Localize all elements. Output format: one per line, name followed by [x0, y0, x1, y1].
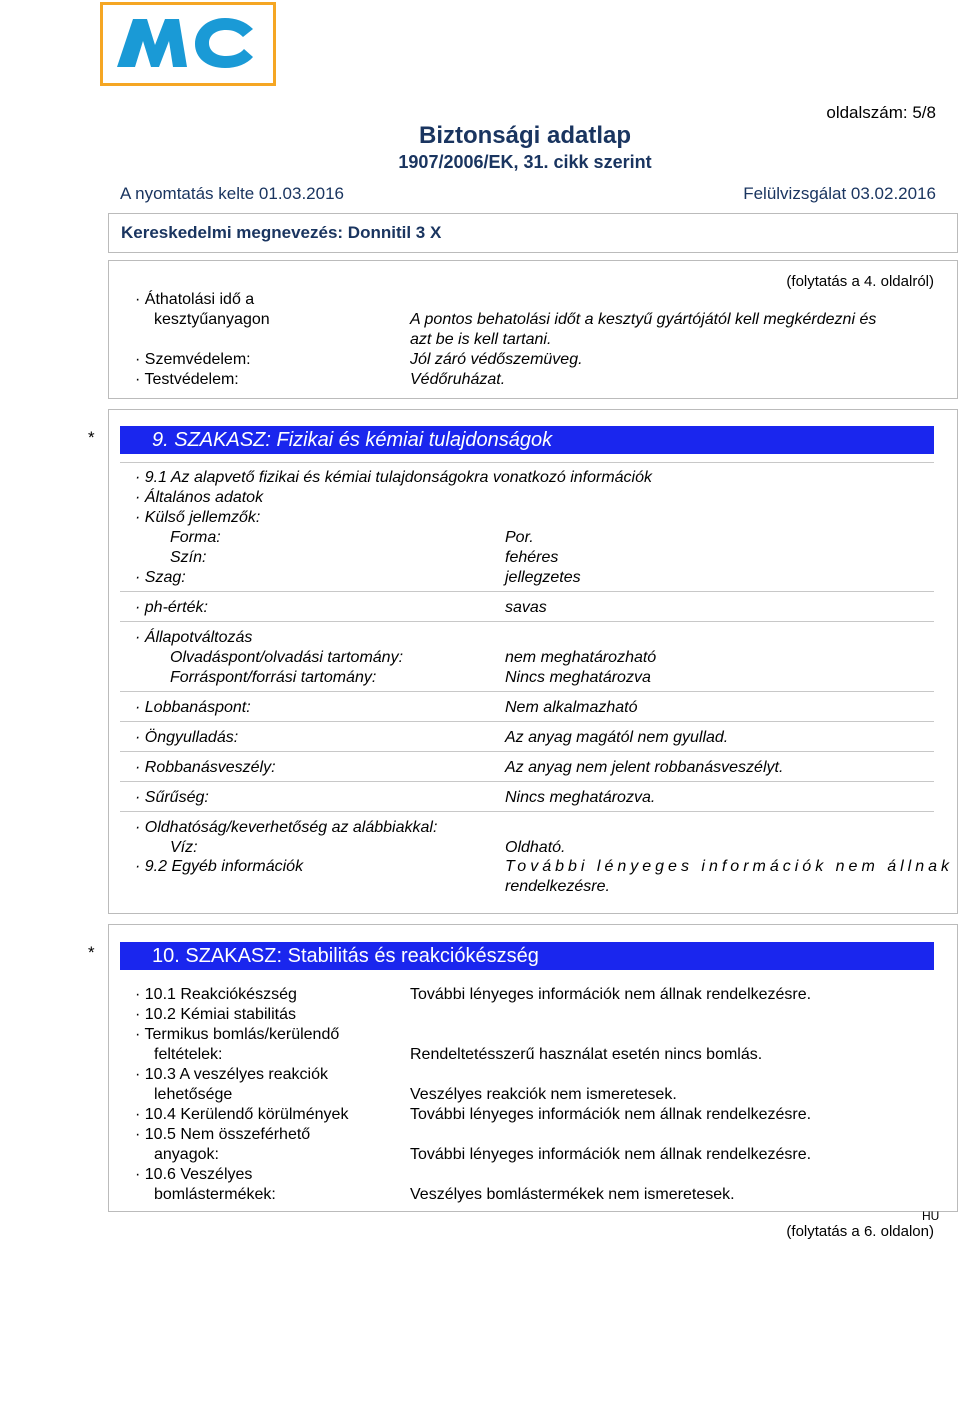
- incompatible-materials-value: További lényeges információk nem állnak rendelkezésre.: [410, 1146, 812, 1163]
- mc-logo-graphic: [103, 5, 273, 83]
- language-code: HU: [922, 1209, 940, 1223]
- general-info: · Általános adatok: [135, 489, 264, 506]
- autoignition-label: · Öngyulladás:: [135, 729, 239, 746]
- document-title: Biztonsági adatlap: [418, 122, 632, 149]
- appearance-heading: · Külső jellemzők:: [135, 509, 261, 526]
- divider: [120, 462, 934, 463]
- boiling-value: Nincs meghatározva: [505, 669, 651, 686]
- section-10-heading: [120, 942, 934, 970]
- body-protection-value: Védőruházat.: [410, 371, 506, 388]
- flash-point-label: · Lobbanáspont:: [135, 699, 251, 716]
- melting-label: Olvadáspont/olvadási tartomány:: [170, 649, 404, 666]
- density-value: Nincs meghatározva.: [505, 789, 656, 806]
- eye-protection-label: · Szemvédelem:: [135, 351, 251, 368]
- revision-date: Felülvizsgálat 03.02.2016: [743, 184, 936, 203]
- other-info-value: További lényeges információk nem állnak: [505, 858, 954, 875]
- regulation-reference: 1907/2006/EK, 31. cikk szerint: [398, 152, 652, 172]
- decomposition-products-label-2: bomlástermékek:: [154, 1186, 276, 1203]
- hazardous-reactions-label: · 10.3 A veszélyes reakciók: [135, 1066, 328, 1083]
- incompatible-materials-label: · 10.5 Nem összeférhető: [135, 1126, 311, 1143]
- breakthrough-value-2: azt be is kell tartani.: [410, 331, 552, 348]
- thermal-decomposition-label-2: feltételek:: [154, 1046, 223, 1063]
- state-change-heading: · Állapotváltozás: [135, 629, 253, 646]
- other-info-label: · 9.2 Egyéb információk: [135, 858, 304, 875]
- boiling-label: Forráspont/forrási tartomány:: [170, 669, 377, 686]
- chemical-stability-label: · 10.2 Kémiai stabilitás: [135, 1006, 296, 1023]
- ph-value: savas: [505, 599, 547, 616]
- breakthrough-label: · Áthatolási idő a: [135, 291, 255, 308]
- divider: [120, 721, 934, 722]
- company-logo: [100, 2, 276, 86]
- flash-point-value: Nem alkalmazható: [505, 699, 638, 716]
- form-label: Forma:: [170, 529, 221, 546]
- explosion-value: Az anyag nem jelent robbanásveszélyt.: [505, 759, 784, 776]
- eye-protection-value: Jól záró védőszemüveg.: [410, 351, 583, 368]
- divider: [120, 591, 934, 592]
- solubility-heading: · Oldhatóság/keverhetőség az alábbiakkal:: [135, 819, 438, 836]
- breakthrough-label-2: kesztyűanyagon: [154, 311, 270, 328]
- reactivity-value: További lényeges információk nem állnak rendelkezésre.: [410, 986, 812, 1003]
- melting-value: nem meghatározható: [505, 649, 657, 666]
- thermal-decomposition-value: Rendeltetésszerű használat esetén nincs bomlás.: [410, 1046, 763, 1063]
- hazardous-reactions-value: Veszélyes reakciók nem ismeretesek.: [410, 1086, 677, 1103]
- conditions-to-avoid-label: · 10.4 Kerülendő körülmények: [135, 1106, 349, 1123]
- section-9-title: 9. SZAKASZ: Fizikai és kémiai tulajdonságok: [152, 429, 553, 451]
- water-label: Víz:: [170, 839, 198, 856]
- trade-name-text: Kereskedelmi megnevezés: Donnitil 3 X: [121, 223, 442, 242]
- divider: [120, 621, 934, 622]
- trade-name: [108, 213, 958, 253]
- other-info-value-2: rendelkezésre.: [505, 878, 610, 895]
- divider: [120, 781, 934, 782]
- odour-label: · Szag:: [135, 569, 186, 586]
- basic-info-heading: · 9.1 Az alapvető fizikai és kémiai tulajdonságokra vonatkozó információk: [135, 469, 652, 486]
- thermal-decomposition-label: · Termikus bomlás/kerülendő: [135, 1026, 340, 1043]
- section-10-title: 10. SZAKASZ: Stabilitás és reakciókészség: [152, 945, 539, 967]
- explosion-label: · Robbanásveszély:: [135, 759, 276, 776]
- decomposition-products-label: · 10.6 Veszélyes: [135, 1166, 253, 1183]
- change-marker: *: [88, 943, 95, 962]
- section-9-heading: [120, 426, 934, 454]
- reactivity-label: · 10.1 Reakciókészség: [135, 986, 297, 1003]
- density-label: · Sűrűség:: [135, 789, 209, 806]
- colour-label: Szín:: [170, 549, 207, 566]
- continued-from: (folytatás a 4. oldalról): [786, 273, 934, 290]
- odour-value: jellegzetes: [505, 569, 581, 586]
- autoignition-value: Az anyag magától nem gyullad.: [505, 729, 729, 746]
- form-value: Por.: [505, 529, 534, 546]
- hazardous-reactions-label-2: lehetősége: [154, 1086, 233, 1103]
- body-protection-label: · Testvédelem:: [135, 371, 239, 388]
- page-number: oldalszám: 5/8: [826, 103, 936, 122]
- decomposition-products-value: Veszélyes bomlástermékek nem ismeretesek.: [410, 1186, 735, 1203]
- water-value: Oldható.: [505, 839, 566, 856]
- print-date: A nyomtatás kelte 01.03.2016: [120, 184, 344, 203]
- change-marker: *: [88, 428, 95, 447]
- divider: [120, 751, 934, 752]
- incompatible-materials-label-2: anyagok:: [154, 1146, 219, 1163]
- divider: [120, 691, 934, 692]
- breakthrough-value: A pontos behatolási időt a kesztyű gyártójától kell megkérdezni és: [410, 311, 877, 328]
- ph-label: · ph-érték:: [135, 599, 208, 616]
- divider: [120, 811, 934, 812]
- colour-value: fehéres: [505, 549, 559, 566]
- continued-on: (folytatás a 6. oldalon): [786, 1223, 934, 1240]
- conditions-to-avoid-value: További lényeges információk nem állnak rendelkezésre.: [410, 1106, 812, 1123]
